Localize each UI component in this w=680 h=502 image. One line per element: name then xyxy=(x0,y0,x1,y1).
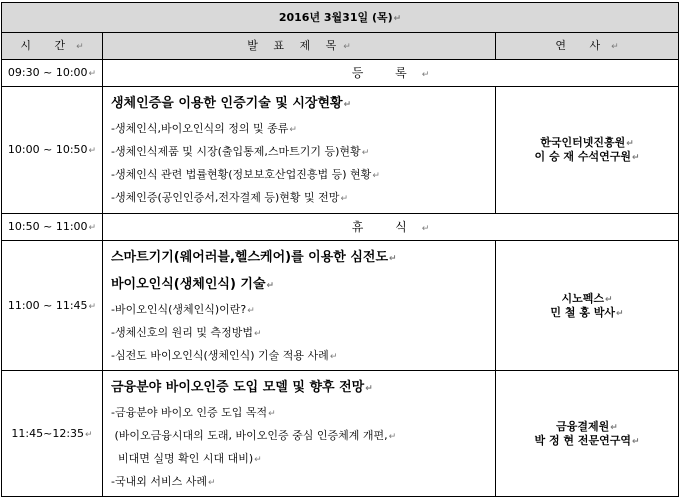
break-cell: 휴 식↵ xyxy=(103,214,679,241)
date-cell: 2016년 3월31일 (목)↵ xyxy=(2,3,679,33)
speaker-org: 시노펙스↵ xyxy=(561,291,613,305)
speaker-cell xyxy=(496,371,679,497)
bullet: -금융분야 바이오 인증 도입 목적↵ xyxy=(111,406,276,419)
header-speaker: 연 사↵ xyxy=(496,33,679,60)
session-title: 생체인증을 이용한 인증기술 및 시장현황↵ xyxy=(111,96,352,111)
row-session-3 xyxy=(2,371,679,497)
speaker-cell xyxy=(496,241,679,371)
header-row xyxy=(2,33,679,60)
date-text: 2016년 3월31일 (목) xyxy=(278,10,393,24)
bullet: -생체인식 관련 법률현황(정보보호산업진흥법 등) 현황↵ xyxy=(111,168,380,181)
topic-cell xyxy=(103,371,496,497)
time-cell: 10:50 ~ 11:00↵ xyxy=(2,214,103,241)
header-topic: 발 표 제 목↵ xyxy=(103,33,496,60)
speaker-name: 민 철 홍 박사↵ xyxy=(550,305,624,319)
row-session-1 xyxy=(2,87,679,214)
time-cell: 09:30 ~ 10:00↵ xyxy=(2,60,103,87)
bullet: -생체신호의 원리 및 측정방법↵ xyxy=(111,326,262,339)
registration-cell: 등 록↵ xyxy=(103,60,679,87)
bullet: -생체인증(공인인증서,전자결제 등)현황 및 전망↵ xyxy=(111,191,348,204)
row-session-2 xyxy=(2,241,679,371)
bullet: 비대면 실명 확인 시대 대비)↵ xyxy=(111,452,262,465)
session-title: 스마트기기(웨어러블,헬스케어)를 이용한 심전도↵ xyxy=(111,250,397,265)
time-cell: 10:00 ~ 10:50↵ xyxy=(2,87,103,214)
bullet: -생체인식,바이오인식의 정의 및 종류↵ xyxy=(111,122,297,135)
row-break xyxy=(2,214,679,241)
topic-cell xyxy=(103,241,496,371)
bullet: -생체인식제품 및 시장(출입통제,스마트기기 등)현황↵ xyxy=(111,145,370,158)
row-registration xyxy=(2,60,679,87)
schedule-table xyxy=(1,2,679,497)
bullet: -바이오인식(생체인식)이란?↵ xyxy=(111,303,255,316)
speaker-name: 이 승 재 수석연구원↵ xyxy=(534,150,640,163)
speaker-org: 금융결제원↵ xyxy=(556,419,618,433)
bullet: -국내외 서비스 사례↵ xyxy=(111,475,216,488)
speaker-name: 박 정 현 전문연구역↵ xyxy=(534,433,640,447)
speaker-org: 한국인터넷진흥원↵ xyxy=(540,136,634,150)
date-row xyxy=(2,3,679,33)
bullet: -심전도 바이오인식(생체인식) 기술 적용 사례↵ xyxy=(111,349,338,362)
bullet: (바이오금융시대의 도래, 바이오인증 중심 인증체계 개편,↵ xyxy=(111,429,397,442)
speaker-cell xyxy=(496,87,679,214)
time-cell: 11:00 ~ 11:45↵ xyxy=(2,241,103,371)
session-title: 바이오인식(생체인식) 기술↵ xyxy=(111,277,275,292)
time-cell: 11:45~12:35↵ xyxy=(2,371,103,497)
header-time: 시 간↵ xyxy=(2,33,103,60)
topic-cell xyxy=(103,87,496,214)
session-title: 금융분야 바이오인증 도입 모델 및 향후 전망↵ xyxy=(111,380,373,395)
